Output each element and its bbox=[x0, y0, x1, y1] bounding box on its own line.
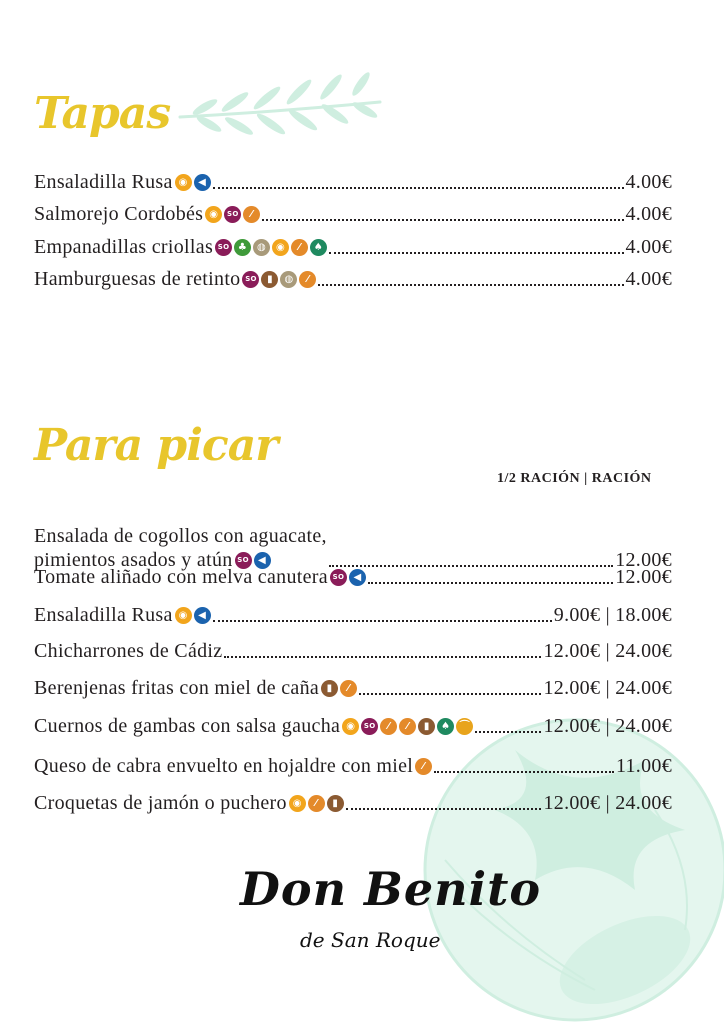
moluscos-allergen-icon: ♠ bbox=[437, 718, 454, 735]
menu-item-name: Chicharrones de Cádiz bbox=[34, 640, 223, 662]
allergen-icons bbox=[205, 206, 260, 223]
menu-item-name: Salmorejo Cordobés bbox=[34, 203, 204, 225]
huevo-allergen-icon: ◉ bbox=[289, 795, 306, 812]
apio-allergen-icon: ♣ bbox=[234, 239, 251, 256]
huevo-allergen-icon: ◉ bbox=[342, 718, 359, 735]
gluten-allergen-icon: ⁄ bbox=[399, 718, 416, 735]
menu-item-name: pimientos asados y atún bbox=[34, 549, 233, 571]
menu-item bbox=[34, 603, 672, 627]
menu-item-name: Croquetas de jamón o puchero bbox=[34, 792, 287, 814]
dot-leader bbox=[318, 284, 623, 286]
menu-item-name: Berenjenas fritas con miel de caña bbox=[34, 677, 320, 699]
allergen-icons bbox=[175, 174, 211, 191]
gluten-allergen-icon: ⁄ bbox=[380, 718, 397, 735]
menu-item-price: 9.00€ | 18.00€ bbox=[553, 604, 672, 626]
huevo-allergen-icon: ◉ bbox=[175, 607, 192, 624]
frutos-cascara-allergen-icon: ◍ bbox=[280, 271, 297, 288]
frutos-cascara-allergen-icon: ◍ bbox=[253, 239, 270, 256]
sulfitos-allergen-icon: SO bbox=[235, 552, 252, 569]
sulfitos-allergen-icon: SO bbox=[224, 206, 241, 223]
allergen-icons bbox=[175, 607, 211, 624]
huevo-allergen-icon: ◉ bbox=[272, 239, 289, 256]
menu-item-price: 4.00€ bbox=[625, 171, 672, 193]
allergen-icons bbox=[415, 758, 432, 775]
sulfitos-allergen-icon: SO bbox=[361, 718, 378, 735]
gluten-allergen-icon: ⁄ bbox=[243, 206, 260, 223]
allergen-icons bbox=[242, 271, 316, 288]
logo-subtitle: de San Roque bbox=[300, 928, 441, 952]
dot-leader bbox=[346, 808, 542, 810]
menu-item bbox=[34, 235, 672, 259]
moluscos-allergen-icon: ♠ bbox=[310, 239, 327, 256]
pescado-allergen-icon: ◀ bbox=[254, 552, 271, 569]
pescado-allergen-icon: ◀ bbox=[194, 607, 211, 624]
gluten-allergen-icon: ⁄ bbox=[308, 795, 325, 812]
gluten-allergen-icon: ⁄ bbox=[415, 758, 432, 775]
menu-item bbox=[34, 791, 672, 815]
menu-item bbox=[34, 565, 672, 589]
sulfitos-allergen-icon: SO bbox=[242, 271, 259, 288]
dot-leader bbox=[213, 187, 624, 189]
menu-item-price: 12.00€ | 24.00€ bbox=[543, 715, 672, 737]
dot-leader bbox=[213, 620, 552, 622]
menu-item-name: Cuernos de gambas con salsa gaucha bbox=[34, 715, 341, 737]
lacteos-allergen-icon: ▮ bbox=[261, 271, 278, 288]
sulfitos-allergen-icon: SO bbox=[215, 239, 232, 256]
menu-item bbox=[34, 639, 672, 663]
pescado-allergen-icon: ◀ bbox=[194, 174, 211, 191]
sulfitos-allergen-icon: SO bbox=[330, 569, 347, 586]
allergen-icons bbox=[342, 718, 473, 735]
dot-leader bbox=[262, 219, 623, 221]
huevo-allergen-icon: ◉ bbox=[175, 174, 192, 191]
menu-item-price: 12.00€ | 24.00€ bbox=[543, 677, 672, 699]
menu-item-price: 12.00€ bbox=[615, 566, 672, 588]
para-picar-section-title: Para picar bbox=[34, 420, 278, 471]
menu-item bbox=[34, 267, 672, 291]
allergen-icons bbox=[321, 680, 357, 697]
portion-column-header: 1/2 RACIÓN | RACIÓN bbox=[497, 471, 652, 486]
menu-item bbox=[34, 676, 672, 700]
menu-item bbox=[34, 170, 672, 194]
gluten-allergen-icon: ⁄ bbox=[299, 271, 316, 288]
huevo-allergen-icon: ◉ bbox=[205, 206, 222, 223]
menu-item-name-line1: Ensalada de cogollos con aguacate, bbox=[34, 525, 327, 547]
menu-item-price: 12.00€ bbox=[615, 549, 672, 571]
lacteos-allergen-icon: ▮ bbox=[327, 795, 344, 812]
menu-item bbox=[34, 202, 672, 226]
menu-item-name: Ensaladilla Rusa bbox=[34, 604, 173, 626]
lacteos-allergen-icon: ▮ bbox=[418, 718, 435, 735]
menu-item-name: Hamburguesas de retinto bbox=[34, 268, 241, 290]
rosemary-sprig-decoration bbox=[175, 62, 385, 152]
gluten-allergen-icon: ⁄ bbox=[291, 239, 308, 256]
gluten-allergen-icon: ⁄ bbox=[340, 680, 357, 697]
dot-leader bbox=[475, 731, 541, 733]
dot-leader bbox=[359, 693, 541, 695]
menu-item-name: Queso de cabra envuelto en hojaldre con miel bbox=[34, 755, 414, 777]
menu-item-price: 12.00€ | 24.00€ bbox=[543, 640, 672, 662]
allergen-icons bbox=[289, 795, 344, 812]
menu-item-price: 4.00€ bbox=[625, 203, 672, 225]
menu-item-price: 11.00€ bbox=[615, 755, 672, 777]
tapas-section-title: Tapas bbox=[34, 88, 171, 139]
menu-item-price: 4.00€ bbox=[625, 268, 672, 290]
dot-leader bbox=[329, 252, 623, 254]
menu-item-price: 4.00€ bbox=[625, 236, 672, 258]
allergen-icons bbox=[330, 569, 366, 586]
menu-item-name: Empanadillas criollas bbox=[34, 236, 214, 258]
allergen-icons bbox=[215, 239, 327, 256]
menu-item-name: Ensaladilla Rusa bbox=[34, 171, 173, 193]
menu-item-price: 12.00€ | 24.00€ bbox=[543, 792, 672, 814]
tomato-decoration bbox=[395, 690, 724, 1030]
dot-leader bbox=[368, 582, 613, 584]
logo-wordmark: Don Benito bbox=[240, 862, 542, 916]
menu-item bbox=[34, 754, 672, 778]
pescado-allergen-icon: ◀ bbox=[349, 569, 366, 586]
menu-item-name: Tomate aliñado con melva canutera bbox=[34, 566, 328, 588]
lacteos-allergen-icon: ▮ bbox=[321, 680, 338, 697]
dot-leader bbox=[434, 771, 614, 773]
dot-leader bbox=[224, 656, 541, 658]
crustaceos-allergen-icon: ⌒ bbox=[456, 718, 473, 735]
menu-item bbox=[34, 714, 672, 738]
